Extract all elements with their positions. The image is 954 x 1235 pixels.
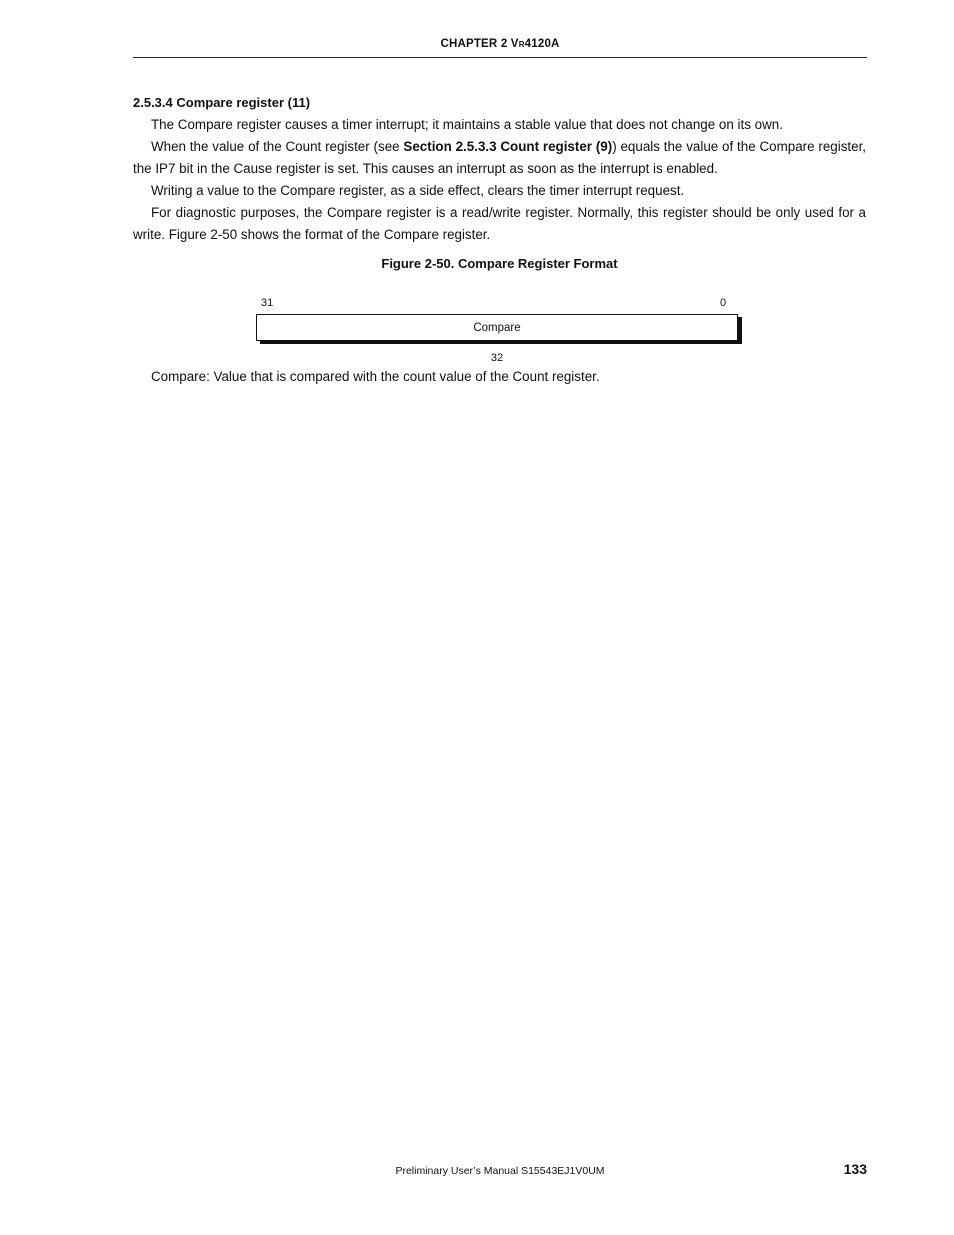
bit-31-label: 31 — [261, 297, 274, 309]
section-reference: Section 2.5.3.3 Count register (9) — [403, 139, 613, 154]
figure-title: Figure 2-50. Compare Register Format — [381, 256, 618, 271]
paragraph-2-text-a: When the value of the Count register (see — [151, 139, 404, 154]
chip-name-subscript: R — [518, 40, 525, 49]
compare-field-label: Compare — [473, 321, 521, 334]
field-width-label: 32 — [490, 352, 504, 364]
paragraph-2 — [133, 136, 866, 180]
manual-id: Preliminary User’s Manual S15543EJ1V0UM — [395, 1165, 605, 1177]
chip-name: 4120A — [524, 38, 560, 50]
paragraph-4: For diagnostic purposes, the Compare register is a read/write register. Normally, this register should be only used for a write. Figure 2-50 shows the format of the Compare register. — [133, 205, 866, 242]
chapter-title: CHAPTER 2 V — [440, 38, 519, 50]
bit-0-label: 0 — [720, 297, 727, 309]
section-body — [133, 92, 866, 246]
paragraph-3: Writing a value to the Compare register, as a side effect, clears the timer interrupt request. — [151, 183, 685, 198]
page-header — [133, 38, 867, 50]
paragraph-2-text-b: ) equals the value of the Compare register, the IP7 bit in the Cause register is set. This causes an interrupt as soon as the interrupt is enabled. — [133, 139, 867, 176]
paragraph-1: The Compare register causes a timer interrupt; it maintains a stable value that does not change on its own. — [151, 117, 783, 132]
header-rule — [133, 57, 867, 58]
field-description: Compare: Value that is compared with the count value of the Count register. — [151, 369, 600, 384]
page-number: 133 — [843, 1161, 867, 1177]
compare-field — [256, 314, 738, 341]
section-heading: 2.5.3.4 Compare register (11) — [133, 95, 311, 110]
